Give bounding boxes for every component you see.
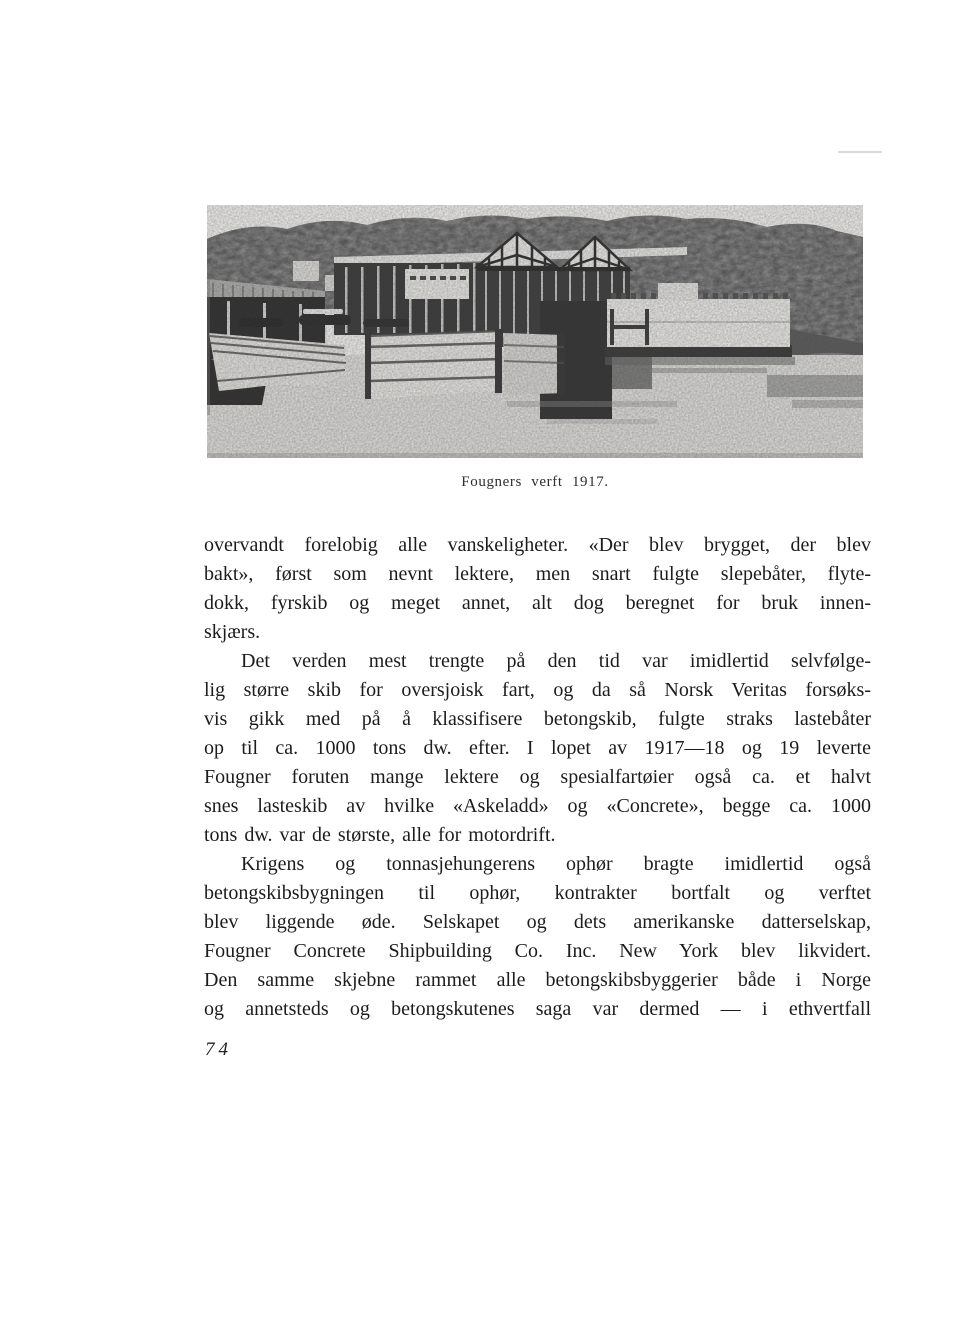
text-line: blev liggende øde. Selskapet og dets amerikanske datterselskap, [204,911,871,933]
text-line: Det verden mest trengte på den tid var imidlertid selvfølge- [241,650,871,672]
text-line: tons dw. var de største, alle for motordrift. [204,824,556,846]
text-line: Den samme skjebne rammet alle betongskibsbyggerier både i Norge [204,969,871,991]
shipyard-photo [207,205,863,458]
text-line: Fougner Concrete Shipbuilding Co. Inc. New York blev likvidert. [204,940,871,962]
text-line: betongskibsbygningen til ophør, kontrakter bortfalt og verftet [204,882,871,904]
photo-caption: Fougners verft 1917. [461,474,609,490]
text-line: lig større skib for oversjoisk fart, og da så Norsk Veritas forsøks- [204,679,871,701]
text-line: snes lasteskib av hvilke «Askeladd» og «Concrete», begge ca. 1000 [204,795,871,817]
text-line: dokk, fyrskib og meget annet, alt dog beregnet for bruk innen- [204,592,871,614]
text-line: overvandt forelobig alle vanskeligheter. «Der blev brygget, der blev [204,534,871,556]
text-line: Krigens og tonnasjehungerens ophør bragte imidlertid også [241,853,871,875]
text-line: og annetsteds og betongskutenes saga var dermed — i ethvertfall [204,998,871,1020]
text-line: bakt», først som nevnt lektere, men snart fulgte slepebåter, flyte- [204,563,871,585]
text-line: skjærs. [204,621,261,643]
page-number: 74 [205,1039,232,1060]
scan-artifact-line [838,151,882,153]
text-line: vis gikk med på å klassifisere betongskib, fulgte straks lastebåter [204,708,871,730]
figure-shipyard [207,205,863,491]
body-text [204,531,871,1024]
text-line: op til ca. 1000 tons dw. efter. I lopet av 1917—18 og 19 leverte [204,737,871,759]
text-line: Fougner foruten mange lektere og spesialfartøier også ca. et halvt [204,766,871,788]
